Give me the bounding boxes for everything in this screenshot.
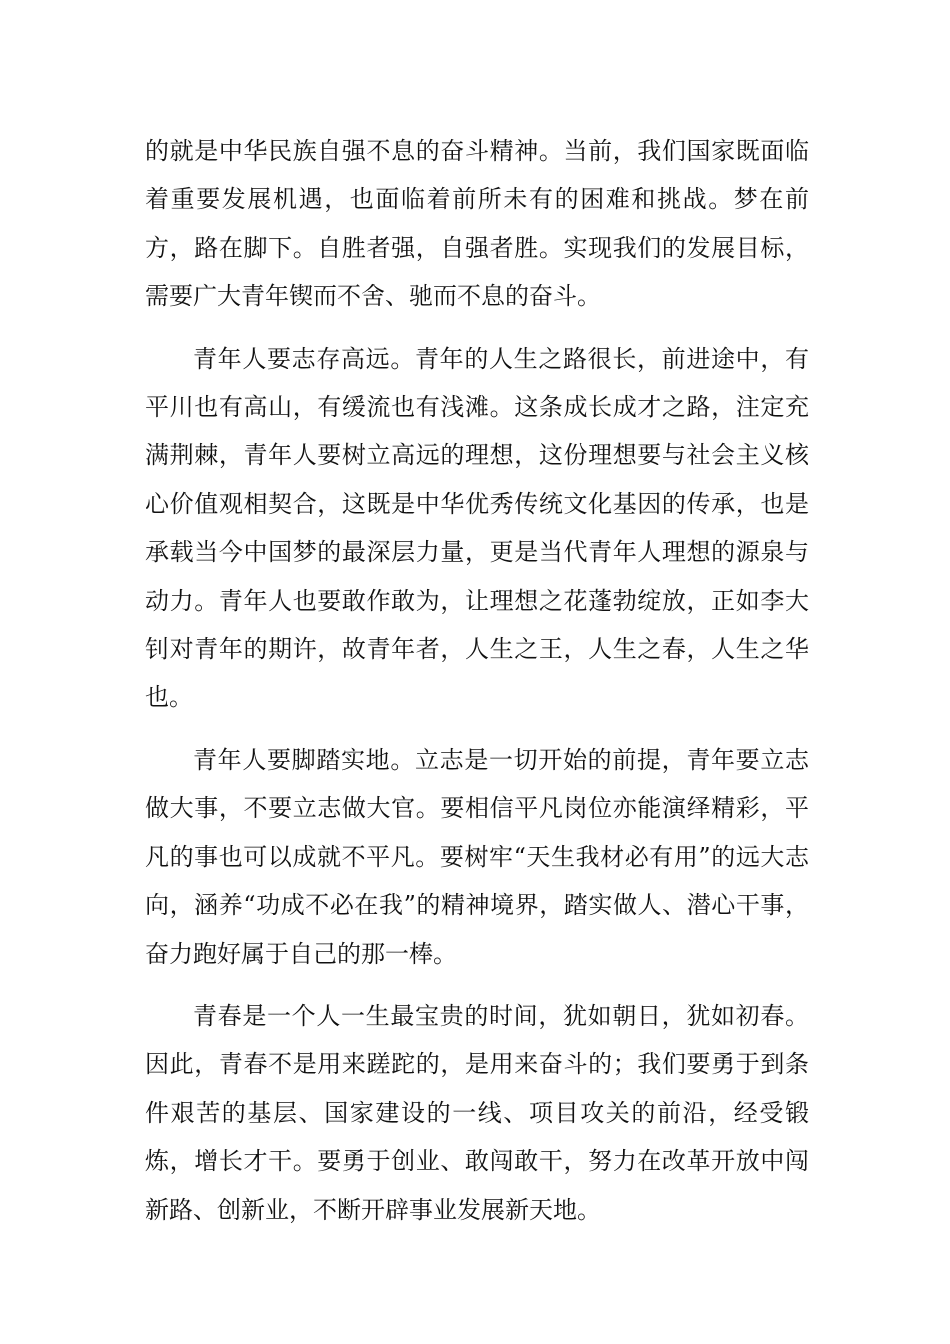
document-body xyxy=(145,127,809,1248)
paragraph-4: 青春是一个人一生最宝贵的时间，犹如朝日，犹如初春。因此，青春不是用来蹉跎的，是用来奋斗的；我们要勇于到条件艰苦的基层、国家建设的一线、项目攻关的前沿，经受锻炼，增长才干。要勇于创业、敢闯敢干，努力在改革开放中闯新路、创新业，不断开辟事业发展新天地。 xyxy=(145,1001,809,1224)
paragraph-3: 青年人要脚踏实地。立志是一切开始的前提，青年要立志做大事，不要立志做大官。要相信平凡岗位亦能演绎精彩，平凡的事也可以成就不平凡。要树牢“天生我材必有用”的远大志向，涵养“功成不必在我”的精神境界，踏实做人、潜心干事，奋力跑好属于自己的那一棒。 xyxy=(145,745,809,968)
paragraph-2: 青年人要志存高远。青年的人生之路很长，前进途中，有平川也有高山，有缓流也有浅滩。这条成长成才之路，注定充满荆棘，青年人要树立高远的理想，这份理想要与社会主义核心价值观相契合，这既是中华优秀传统文化基因的传承，也是承载当今中国梦的最深层力量，更是当代青年人理想的源泉与动力。青年人也要敢作敢为，让理想之花蓬勃绽放，正如李大钊对青年的期许，故青年者，人生之王，人生之春，人生之华也。 xyxy=(145,344,809,712)
paragraph-1: 的就是中华民族自强不息的奋斗精神。当前，我们国家既面临着重要发展机遇，也面临着前所未有的困难和挑战。梦在前方，路在脚下。自胜者强，自强者胜。实现我们的发展目标，需要广大青年锲而不舍、驰而不息的奋斗。 xyxy=(145,137,809,311)
